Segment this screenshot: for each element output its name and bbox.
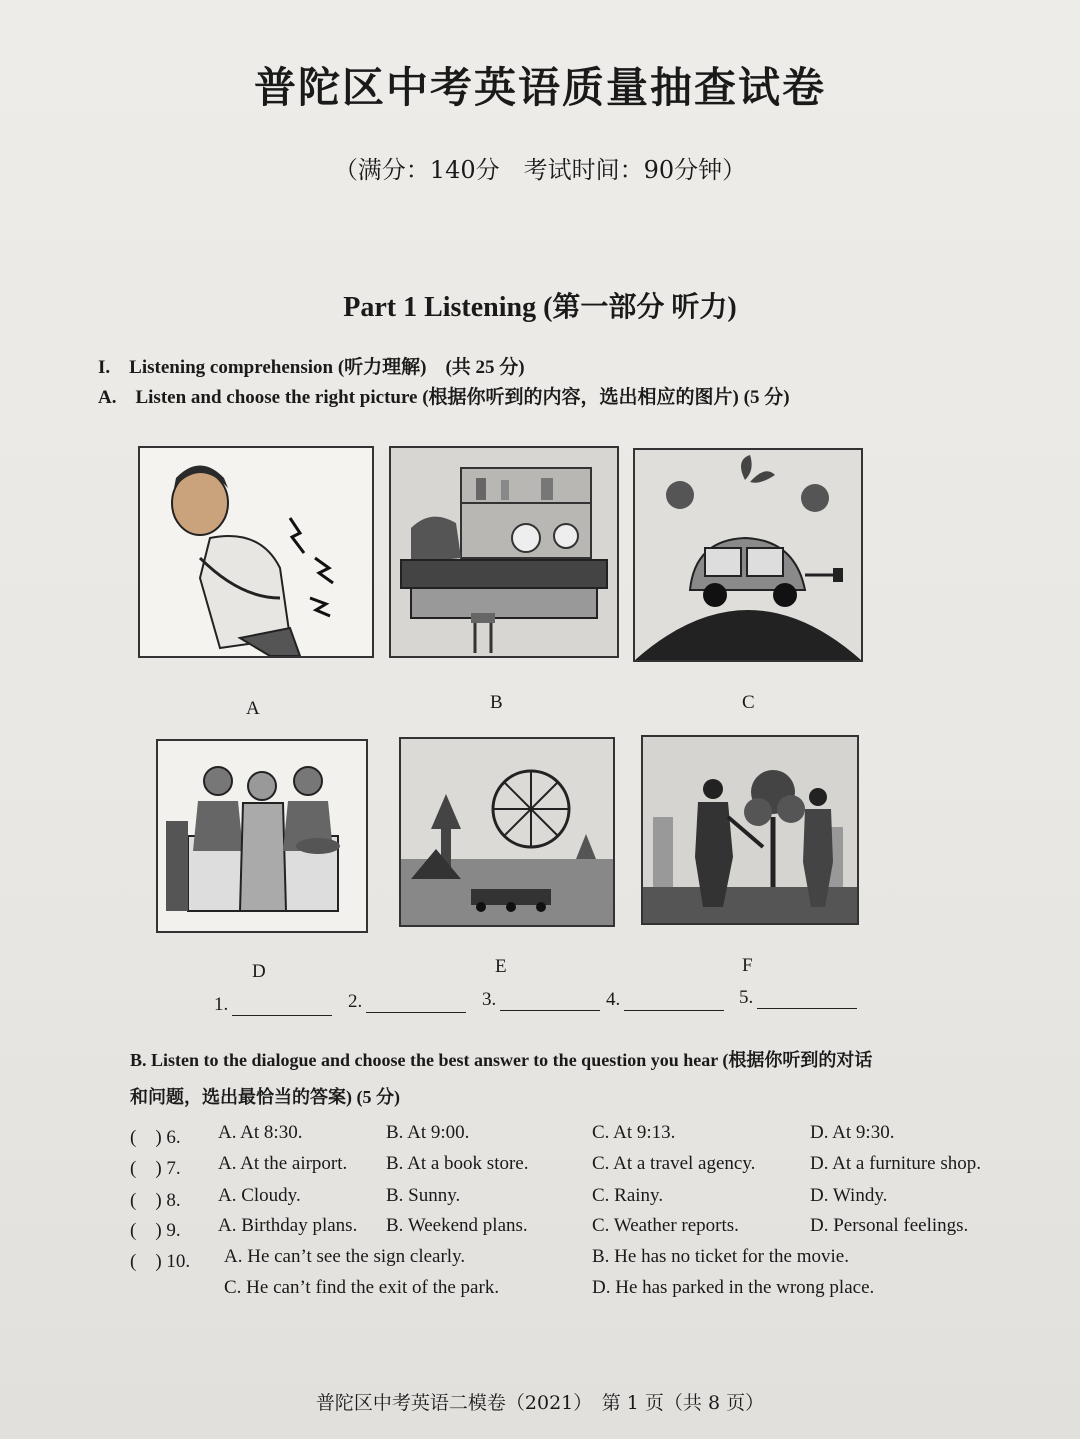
option-b[interactable]: B. At 9:00. xyxy=(386,1122,470,1143)
section-A-heading: A. Listen and choose the right picture (根据你听到的内容，选出相应的图片) (5 分) xyxy=(98,387,790,408)
picture-label: D xyxy=(252,961,266,982)
question-number[interactable]: ( ) 6. xyxy=(130,1127,181,1148)
option-c[interactable]: C. Rainy. xyxy=(592,1185,664,1206)
answer-blank-3[interactable]: 3. xyxy=(482,989,600,1011)
picture-b-laboratory xyxy=(389,446,619,658)
option-a[interactable]: A. At the airport. xyxy=(218,1153,348,1174)
option-d[interactable]: D. He has parked in the wrong place. xyxy=(592,1277,875,1298)
answer-blank-1[interactable]: 1. xyxy=(214,994,332,1016)
question-number[interactable]: ( ) 10. xyxy=(130,1251,191,1272)
picture-label: F xyxy=(742,955,753,976)
picture-e-amusement-park xyxy=(399,737,615,927)
option-a[interactable]: A. Cloudy. xyxy=(218,1185,301,1206)
page-footer: 普陀区中考英语二模卷（2021） 第 1 页（共 8 页） xyxy=(315,1392,765,1414)
option-b[interactable]: B. Weekend plans. xyxy=(386,1215,528,1236)
option-a[interactable]: A. He can’t see the sign clearly. xyxy=(224,1246,466,1267)
picture-d-surgery xyxy=(156,739,368,933)
option-b[interactable]: B. At a book store. xyxy=(386,1153,529,1174)
blank-line[interactable] xyxy=(757,990,857,1009)
exam-title: 普陀区中考英语质量抽查试卷 xyxy=(253,63,826,112)
option-d[interactable]: D. At a furniture shop. xyxy=(810,1153,981,1174)
option-d[interactable]: D. Windy. xyxy=(810,1185,888,1206)
option-d[interactable]: D. Personal feelings. xyxy=(810,1215,969,1236)
blank-line[interactable] xyxy=(232,997,332,1016)
picture-label: A xyxy=(246,698,260,719)
option-d[interactable]: D. At 9:30. xyxy=(810,1122,895,1143)
picture-a-back-pain xyxy=(138,446,374,658)
option-c[interactable]: C. Weather reports. xyxy=(592,1215,739,1236)
answer-blank-4[interactable]: 4. xyxy=(606,989,724,1011)
option-b[interactable]: B. He has no ticket for the movie. xyxy=(592,1246,849,1267)
section-B-heading-cont: 和问题，选出最恰当的答案) (5 分) xyxy=(130,1087,400,1107)
section-B-heading: B. Listen to the dialogue and choose the best answer to the question you hear (根据你听到的对话 xyxy=(130,1050,873,1070)
option-c[interactable]: C. He can’t find the exit of the park. xyxy=(224,1277,500,1298)
picture-label: C xyxy=(742,692,755,713)
picture-label: B xyxy=(490,692,503,713)
option-b[interactable]: B. Sunny. xyxy=(386,1185,461,1206)
blank-line[interactable] xyxy=(624,992,724,1011)
picture-c-electric-car xyxy=(633,448,863,662)
blank-line[interactable] xyxy=(366,994,466,1013)
blank-line[interactable] xyxy=(500,992,600,1011)
section-I-heading: I. Listening comprehension (听力理解) (共 25 分) xyxy=(98,357,525,378)
option-c[interactable]: C. At a travel agency. xyxy=(592,1153,756,1174)
question-number[interactable]: ( ) 7. xyxy=(130,1158,181,1179)
exam-subtitle: （满分：140分 考试时间：90分钟） xyxy=(333,156,747,184)
question-number[interactable]: ( ) 8. xyxy=(130,1190,181,1211)
option-c[interactable]: C. At 9:13. xyxy=(592,1122,676,1143)
part1-title: Part 1 Listening (第一部分 听力) xyxy=(343,292,737,323)
answer-blank-2[interactable]: 2. xyxy=(348,991,466,1013)
option-a[interactable]: A. Birthday plans. xyxy=(218,1215,358,1236)
answer-blank-5[interactable]: 5. xyxy=(739,987,857,1009)
question-number[interactable]: ( ) 9. xyxy=(130,1220,181,1241)
option-a[interactable]: A. At 8:30. xyxy=(218,1122,303,1143)
show-through-texture xyxy=(80,40,1040,1380)
picture-label: E xyxy=(495,956,507,977)
picture-f-planting-trees xyxy=(641,735,859,925)
